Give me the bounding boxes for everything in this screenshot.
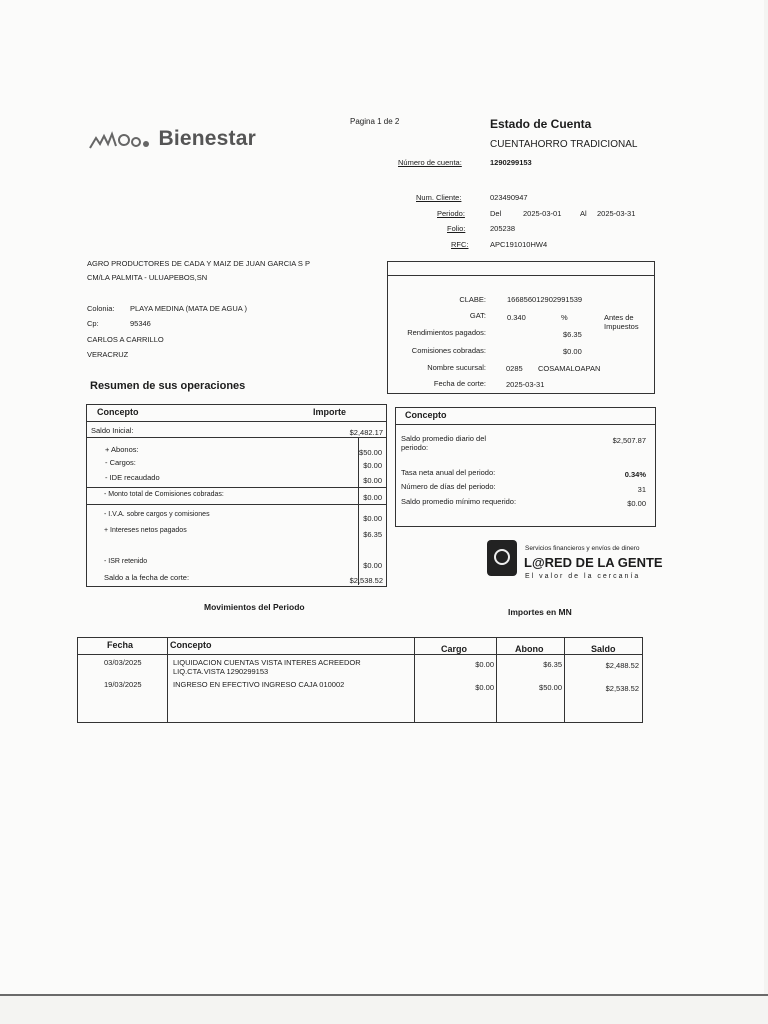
tasa-label: Tasa neta anual del periodo: xyxy=(401,468,496,477)
bienestar-logo xyxy=(88,127,256,152)
page-edge xyxy=(0,994,768,996)
saldo-promedio-value: $2,507.87 xyxy=(612,436,646,445)
statement-title: Estado de Cuenta xyxy=(490,117,592,131)
gat-note: Antes de Impuestos xyxy=(604,313,639,331)
movement-row-2-saldo: $2,538.52 xyxy=(605,684,639,693)
rendimientos-value: $6.35 xyxy=(563,330,582,339)
abonos-value: $50.00 xyxy=(359,448,382,457)
period-label: Periodo: xyxy=(437,209,465,218)
tasa-value: 0.34% xyxy=(624,470,646,479)
abonos-label: + Abonos: xyxy=(105,445,139,454)
sucursal-label: Nombre sucursal: xyxy=(427,363,486,372)
movement-row-1-concepto-detail: LIQ.CTA.VISTA 1290299153 xyxy=(173,667,269,676)
movement-row-2-abono: $50.00 xyxy=(539,683,562,692)
account-number: 1290299153 xyxy=(490,158,532,167)
period-al-label: Al xyxy=(580,209,587,218)
lared-tagline-top: Servicios financieros y envíos de dinero xyxy=(525,545,640,552)
movements-header-abono: Abono xyxy=(515,644,544,654)
cargos-value: $0.00 xyxy=(363,461,382,470)
movements-table xyxy=(77,637,643,723)
page-indicator: Pagina 1 de 2 xyxy=(350,117,400,126)
bienestar-logo-text: Bienestar xyxy=(158,127,256,150)
cp-value: 95346 xyxy=(130,319,151,328)
iva-label: - I.V.A. sobre cargos y comisiones xyxy=(104,511,210,518)
sucursal-name: COSAMALOAPAN xyxy=(538,364,601,373)
folio-value: 205238 xyxy=(490,224,516,233)
client-name: AGRO PRODUCTORES DE CADA Y MAIZ DE JUAN GARCIA S P xyxy=(87,259,310,268)
intereses-value: $6.35 xyxy=(363,530,382,539)
bienestar-emblem-icon xyxy=(88,130,154,152)
ide-label: - IDE recaudado xyxy=(105,473,160,482)
corte-value: 2025-03-31 xyxy=(506,380,545,389)
dias-label: Número de días del periodo: xyxy=(401,482,496,491)
rfc-value: APC191010HW4 xyxy=(490,240,548,249)
comisiones-total-value: $0.00 xyxy=(363,493,382,502)
cp-label: Cp: xyxy=(87,319,99,328)
summary-col-concepto: Concepto xyxy=(97,407,139,417)
comisiones-value: $0.00 xyxy=(563,347,582,356)
folio-label: Folio: xyxy=(447,224,466,233)
saldo-inicial-value: $2,482.17 xyxy=(349,428,383,437)
product-name: CUENTAHORRO TRADICIONAL xyxy=(490,139,638,150)
comisiones-label: Comisiones cobradas: xyxy=(411,346,486,355)
lared-logo-icon xyxy=(487,540,517,576)
movements-header-cargo: Cargo xyxy=(441,644,468,654)
saldo-inicial-label: Saldo Inicial: xyxy=(91,426,134,435)
account-number-label: Número de cuenta: xyxy=(398,158,462,167)
gat-label: GAT: xyxy=(469,311,486,320)
client-number-label: Num. Cliente: xyxy=(416,193,462,202)
clabe-label: CLABE: xyxy=(459,295,486,304)
saldo-promedio-label: Saldo promedio diario del periodo: xyxy=(401,434,487,452)
isr-value: $0.00 xyxy=(363,561,382,570)
colonia-value: PLAYA MEDINA (MATA DE AGUA ) xyxy=(130,304,247,313)
movements-header-concepto: Concepto xyxy=(170,640,212,650)
intereses-label: + Intereses netos pagados xyxy=(104,527,187,534)
corte-label: Fecha de corte: xyxy=(433,379,486,388)
dias-value: 31 xyxy=(637,485,646,494)
client-city: CARLOS A CARRILLO xyxy=(87,335,164,344)
movement-row-2-concepto: INGRESO EN EFECTIVO INGRESO CAJA 010002 xyxy=(173,680,345,689)
movements-title: Movimientos del Periodo xyxy=(204,602,305,612)
concept-box xyxy=(395,407,656,527)
client-address: CM/LA PALMITA - ULUAPEBOS,SN xyxy=(87,273,208,282)
concept-box-title: Concepto xyxy=(405,410,447,420)
client-number: 023490947 xyxy=(490,193,528,202)
sucursal-code: 0285 xyxy=(506,364,523,373)
movement-row-1-concepto: LIQUIDACION CUENTAS VISTA INTERES ACREEDOR xyxy=(173,658,361,667)
movement-row-2-cargo: $0.00 xyxy=(475,683,494,692)
gat-value: 0.340 xyxy=(507,313,526,322)
movement-row-1-fecha: 03/03/2025 xyxy=(104,658,142,667)
cargos-label: - Cargos: xyxy=(105,458,136,467)
client-state: VERACRUZ xyxy=(87,350,129,359)
minimo-value: $0.00 xyxy=(627,499,646,508)
movement-row-1-saldo: $2,488.52 xyxy=(605,661,639,670)
saldo-corte-value: $2,538.52 xyxy=(349,576,383,585)
movement-row-1-abono: $6.35 xyxy=(543,660,562,669)
minimo-label: Saldo promedio mínimo requerido: xyxy=(401,497,517,506)
rendimientos-label: Rendimientos pagados: xyxy=(407,328,486,337)
period-start: 2025-03-01 xyxy=(523,209,562,218)
period-end: 2025-03-31 xyxy=(597,209,636,218)
comisiones-total-label: - Monto total de Comisiones cobradas: xyxy=(104,491,224,498)
iva-value: $0.00 xyxy=(363,514,382,523)
summary-title: Resumen de sus operaciones xyxy=(90,380,246,392)
lared-tagline-bottom: El valor de la cercanía xyxy=(525,573,641,580)
ide-value: $0.00 xyxy=(363,476,382,485)
movements-header-saldo: Saldo xyxy=(591,644,616,654)
movement-row-1-cargo: $0.00 xyxy=(475,660,494,669)
colonia-label: Colonia: xyxy=(87,304,115,313)
movements-header-fecha: Fecha xyxy=(107,640,134,650)
saldo-corte-label: Saldo a la fecha de corte: xyxy=(104,573,190,582)
period-del-label: Del xyxy=(490,209,502,218)
clabe-value: 166856012902991539 xyxy=(507,295,583,304)
currency-note: Importes en MN xyxy=(508,607,572,617)
isr-label: - ISR retenido xyxy=(104,558,148,565)
movement-row-2-fecha: 19/03/2025 xyxy=(104,680,142,689)
rfc-label: RFC: xyxy=(451,240,469,249)
gat-percent: % xyxy=(561,313,568,322)
summary-col-importe: Importe xyxy=(313,407,347,417)
lared-brand: L@RED DE LA GENTE xyxy=(524,555,663,570)
